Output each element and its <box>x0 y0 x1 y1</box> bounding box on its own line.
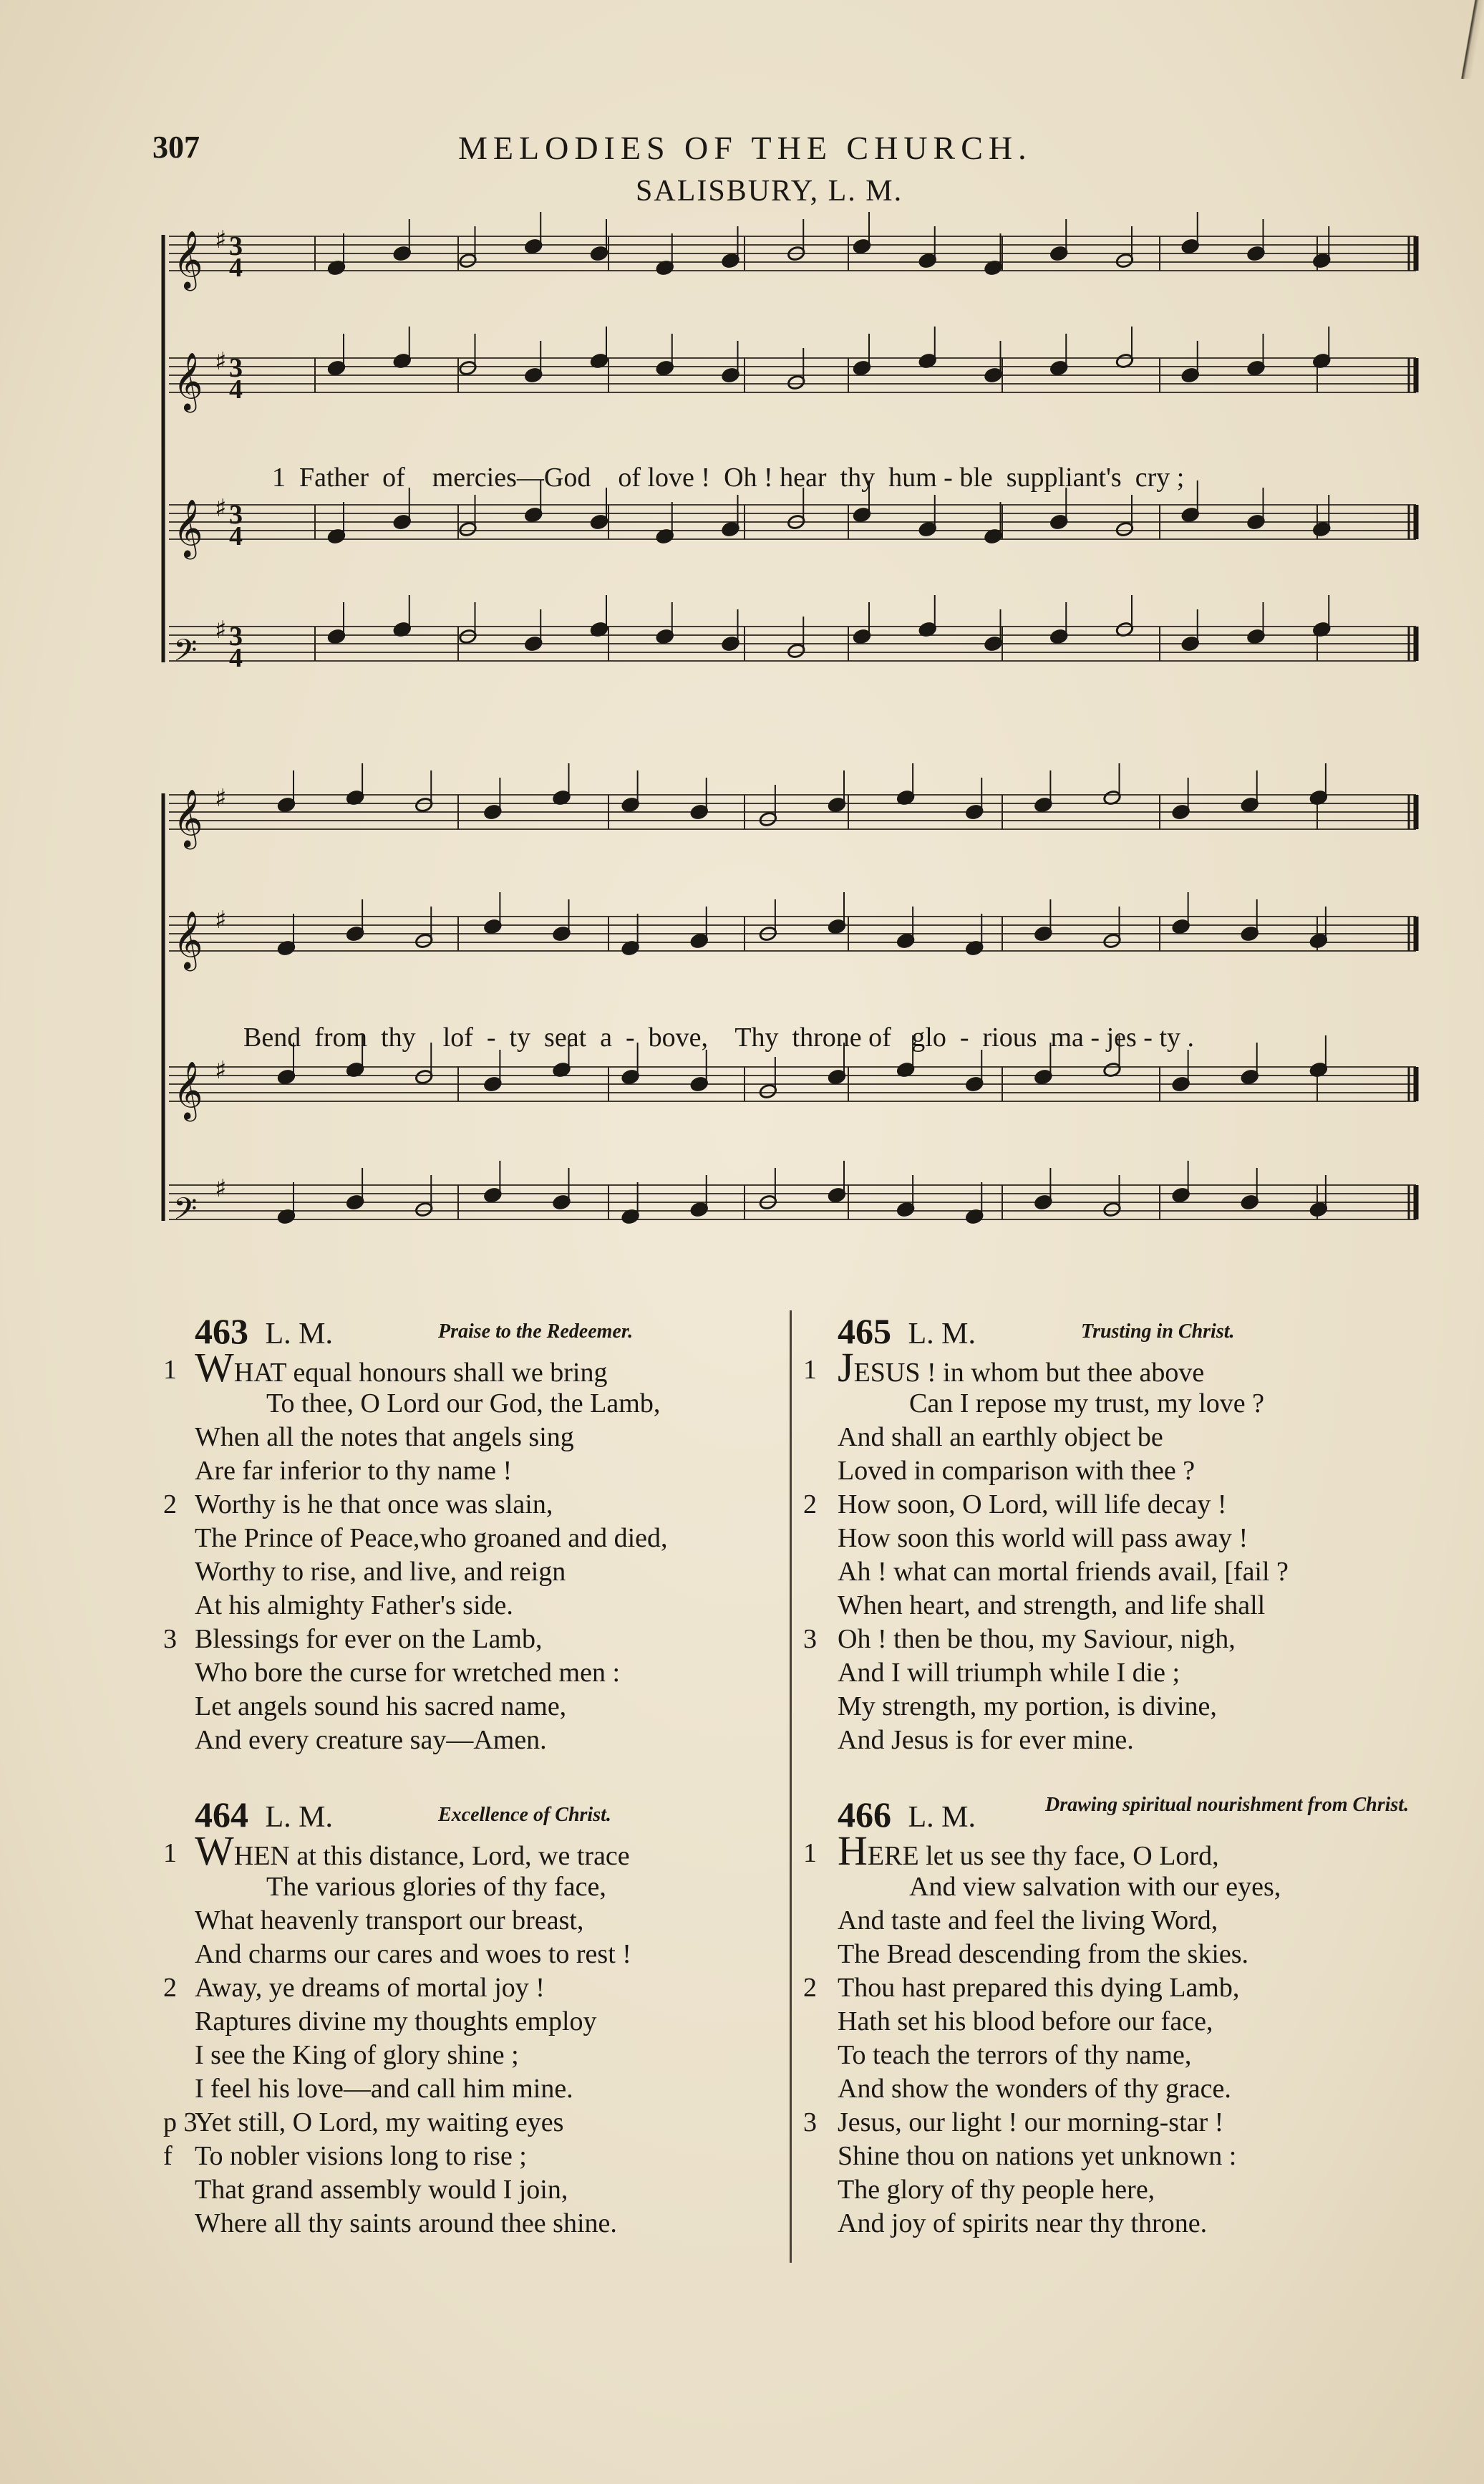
hymn-line <box>838 2039 1460 2072</box>
time-signature-top: 3 <box>229 353 243 383</box>
hymn-line <box>838 2140 1460 2173</box>
hymn-heading <box>838 1794 1460 1837</box>
hymn-line-text: What heavenly transport our breast, <box>195 1905 584 1936</box>
hymn-line <box>195 1522 818 1555</box>
hymn-meter: L. M. <box>908 1318 976 1350</box>
hymn-line-text: Shine thou on nations yet unknown : <box>838 2141 1237 2171</box>
hymn-line <box>838 1522 1460 1555</box>
hymn-line <box>838 1724 1460 1757</box>
hymn-line <box>838 1387 1460 1421</box>
hymn-line-text: To thee, O Lord our God, the Lamb, <box>266 1388 661 1419</box>
hymn-line-text: Worthy is he that once was slain, <box>195 1489 553 1519</box>
hymn-number: 466 <box>838 1794 891 1835</box>
hymn-line <box>803 1971 1460 2005</box>
hymn-line-text: HEN at this distance, Lord, we trace <box>233 1841 630 1871</box>
verse-number: 1 <box>163 1355 177 1385</box>
hymn-line <box>195 1724 818 1757</box>
hymn-line <box>195 1904 818 1938</box>
hymn-subtitle: Praise to the Redeemer. <box>438 1320 634 1343</box>
hymn-line <box>838 1454 1460 1488</box>
hymn-line-text: Jesus, our light ! our morning-star ! <box>838 2107 1224 2137</box>
sharp-icon: ♯ <box>215 616 227 644</box>
hymn-line-text: When heart, and strength, and life shall <box>838 1590 1266 1620</box>
hymn-line <box>163 1344 818 1391</box>
hymn-line <box>195 1589 818 1623</box>
time-signature-bottom: 4 <box>229 374 243 405</box>
time-signature-bottom: 4 <box>229 521 243 551</box>
hymn-line-text: Loved in comparison with thee ? <box>838 1456 1196 1486</box>
time-signature-top: 3 <box>229 622 243 652</box>
verse-number: 3 <box>803 1624 817 1654</box>
sharp-icon: ♯ <box>215 784 227 813</box>
clef-icon: 𝄞 <box>173 352 203 410</box>
hymn-heading <box>838 1310 1460 1353</box>
verse-number: f <box>163 2141 173 2171</box>
hymn-line-text: HAT equal honours shall we bring <box>233 1358 608 1388</box>
hymn-line <box>195 1690 818 1724</box>
verse-number: 2 <box>163 1973 177 2003</box>
verse-number: 2 <box>163 1489 177 1519</box>
hymn-line <box>195 2173 818 2207</box>
drop-capital: W <box>195 1344 234 1391</box>
time-signature-top: 3 <box>229 500 243 530</box>
clef-icon: 𝄞 <box>173 1060 203 1119</box>
hymn-line-text: To nobler visions long to rise ; <box>195 2141 527 2171</box>
hymn-line-text: And taste and feel the living Word, <box>838 1905 1218 1936</box>
hymn-line <box>163 1827 818 1874</box>
running-title: MELODIES OF THE CHURCH. <box>458 130 1032 166</box>
verse-number: 1 <box>803 1355 817 1385</box>
hymn-line <box>838 1870 1460 1904</box>
hymn-heading <box>195 1794 818 1837</box>
hymn-line <box>195 2072 818 2106</box>
hymn-line-text: How soon, O Lord, will life decay ! <box>838 1489 1227 1519</box>
hymn-line <box>163 2106 818 2140</box>
hymn-line <box>195 2039 818 2072</box>
hymn-line <box>838 2072 1460 2106</box>
hymn-subtitle: Drawing spiritual nourishment from Christ. <box>1045 1794 1410 1816</box>
hymn-line <box>838 1938 1460 1971</box>
hymn-line <box>803 1344 1460 1391</box>
hymn-line-text: ESUS ! in whom but thee above <box>853 1358 1205 1388</box>
clef-icon: 𝄞 <box>173 498 203 557</box>
hymn-line-text: When all the notes that angels sing <box>195 1422 574 1452</box>
hymn-line <box>195 2207 818 2241</box>
drop-capital: H <box>838 1827 868 1874</box>
hymn-meter: L. M. <box>908 1801 976 1834</box>
hymn-number: 465 <box>838 1311 891 1351</box>
hymn-line <box>838 2173 1460 2207</box>
hymn-line-text: Hath set his blood before our face, <box>838 2006 1213 2036</box>
sharp-icon: ♯ <box>215 1056 227 1085</box>
hymn-line <box>195 1938 818 1971</box>
hymn-subtitle: Excellence of Christ. <box>438 1804 611 1826</box>
hymn-line <box>838 1421 1460 1454</box>
hymn-line <box>838 1589 1460 1623</box>
hymn-line-text: Worthy to rise, and live, and reign <box>195 1557 566 1587</box>
hymn-line-text: The glory of thy people here, <box>838 2175 1155 2205</box>
verse-number: 3 <box>803 2107 817 2137</box>
hymn-line-text: How soon this world will pass away ! <box>838 1523 1248 1553</box>
hymn-line-text: And every creature say—Amen. <box>195 1725 547 1755</box>
hymn-line <box>803 1488 1460 1522</box>
hymn-line <box>163 1623 818 1656</box>
clef-icon: 𝄢 <box>173 1192 198 1234</box>
hymn-line <box>838 1904 1460 1938</box>
verse-number: p 3 <box>163 2107 198 2137</box>
hymn-line-text: The Bread descending from the skies. <box>838 1939 1249 1969</box>
hymn-line-text: And Jesus is for ever mine. <box>838 1725 1134 1755</box>
hymn-line-text: The various glories of thy face, <box>266 1872 606 1902</box>
hymn-line-text: And show the wonders of thy grace. <box>838 2074 1231 2104</box>
hymn-line <box>195 1454 818 1488</box>
hymn-465 <box>803 1310 1460 1757</box>
drop-capital: J <box>838 1344 854 1391</box>
hymn-line-text: ERE let us see thy face, O Lord, <box>867 1841 1219 1871</box>
hymn-line-text: And joy of spirits near thy throne. <box>838 2208 1208 2238</box>
hymn-line-text: Blessings for ever on the Lamb, <box>195 1624 543 1654</box>
hymn-line <box>838 1555 1460 1589</box>
hymn-466 <box>803 1794 1460 2241</box>
time-signature-top: 3 <box>229 231 243 261</box>
hymn-line <box>838 1690 1460 1724</box>
hymn-line-text: At his almighty Father's side. <box>195 1590 513 1620</box>
verse-number: 3 <box>163 1624 177 1654</box>
clef-icon: 𝄞 <box>173 230 203 289</box>
hymn-line <box>163 1971 818 2005</box>
hymn-line <box>195 1421 818 1454</box>
sharp-icon: ♯ <box>215 906 227 934</box>
hymn-line <box>195 2005 818 2039</box>
hymn-line-text: Can I repose my trust, my love ? <box>909 1388 1265 1419</box>
hymn-463 <box>163 1310 818 1757</box>
drop-capital: W <box>195 1827 234 1874</box>
hymn-line <box>195 1555 818 1589</box>
hymn-line-text: Let angels sound his sacred name, <box>195 1691 567 1721</box>
hymn-line-text: My strength, my portion, is divine, <box>838 1691 1217 1721</box>
hymn-line-text: Oh ! then be thou, my Saviour, nigh, <box>838 1624 1236 1654</box>
clef-icon: 𝄞 <box>173 910 203 969</box>
sharp-icon: ♯ <box>215 1174 227 1203</box>
hymn-464 <box>163 1794 818 2241</box>
time-signature-bottom: 4 <box>229 643 243 673</box>
hymn-line-text: I see the King of glory shine ; <box>195 2040 519 2070</box>
sharp-icon: ♯ <box>215 347 227 376</box>
clef-icon: 𝄢 <box>173 633 198 676</box>
verse-number: 2 <box>803 1489 817 1519</box>
lyrics-line-1: 1 Father of mercies—God of love ! Oh ! hear thy hum - ble suppliant's cry ; <box>272 463 1185 493</box>
hymn-meter: L. M. <box>265 1318 333 1350</box>
hymn-line <box>838 2005 1460 2039</box>
hymn-line <box>803 1623 1460 1656</box>
clef-icon: 𝄞 <box>173 788 203 847</box>
hymn-line-text: And shall an earthly object be <box>838 1422 1163 1452</box>
hymn-line <box>195 1870 818 1904</box>
hymn-line-text: Where all thy saints around thee shine. <box>195 2208 617 2238</box>
hymn-line-text: That grand assembly would I join, <box>195 2175 568 2205</box>
hymn-line-text: Who bore the curse for wretched men : <box>195 1658 621 1688</box>
verse-number: 2 <box>803 1973 817 2003</box>
hymn-number: 464 <box>195 1794 248 1835</box>
hymn-line-text: And I will triumph while I die ; <box>838 1658 1180 1688</box>
hymn-line-text: Thou hast prepared this dying Lamb, <box>838 1973 1240 2003</box>
hymn-line-text: Yet still, O Lord, my waiting eyes <box>195 2107 564 2137</box>
hymn-line-text: Ah ! what can mortal friends avail, [fail ? <box>838 1557 1289 1587</box>
hymn-meter: L. M. <box>265 1801 333 1834</box>
hymn-line-text: Raptures divine my thoughts employ <box>195 2006 597 2036</box>
hymn-line <box>838 2207 1460 2241</box>
tune-title: SALISBURY, L. M. <box>636 175 903 208</box>
hymn-line-text: And view salvation with our eyes, <box>909 1872 1281 1902</box>
hymn-line <box>195 1387 818 1421</box>
hymn-heading <box>195 1310 818 1353</box>
hymn-line <box>195 1656 818 1690</box>
hymn-line-text: Are far inferior to thy name ! <box>195 1456 513 1486</box>
sharp-icon: ♯ <box>215 226 227 254</box>
verse-number: 1 <box>803 1838 817 1868</box>
time-signature-bottom: 4 <box>229 253 243 283</box>
hymn-line-text: Away, ye dreams of mortal joy ! <box>195 1973 545 2003</box>
sharp-icon: ♯ <box>215 494 227 523</box>
hymn-line-text: The Prince of Peace,who groaned and died, <box>195 1523 668 1553</box>
page-number: 307 <box>152 130 200 165</box>
hymn-line <box>838 1656 1460 1690</box>
hymn-line-text: To teach the terrors of thy name, <box>838 2040 1192 2070</box>
hymn-number: 463 <box>195 1311 248 1351</box>
hymn-line-text: And charms our cares and woes to rest ! <box>195 1939 631 1969</box>
hymn-line-text: I feel his love—and call him mine. <box>195 2074 573 2104</box>
hymn-line <box>163 1488 818 1522</box>
lyrics-line-2: Bend from thy lof - ty seat a - bove, Thy throne of glo - rious ma - jes - ty . <box>243 1023 1194 1053</box>
hymn-line <box>803 1827 1460 1874</box>
hymn-line <box>803 2106 1460 2140</box>
hymn-subtitle: Trusting in Christ. <box>1081 1320 1235 1343</box>
verse-number: 1 <box>163 1838 177 1868</box>
hymn-line <box>163 2140 818 2173</box>
